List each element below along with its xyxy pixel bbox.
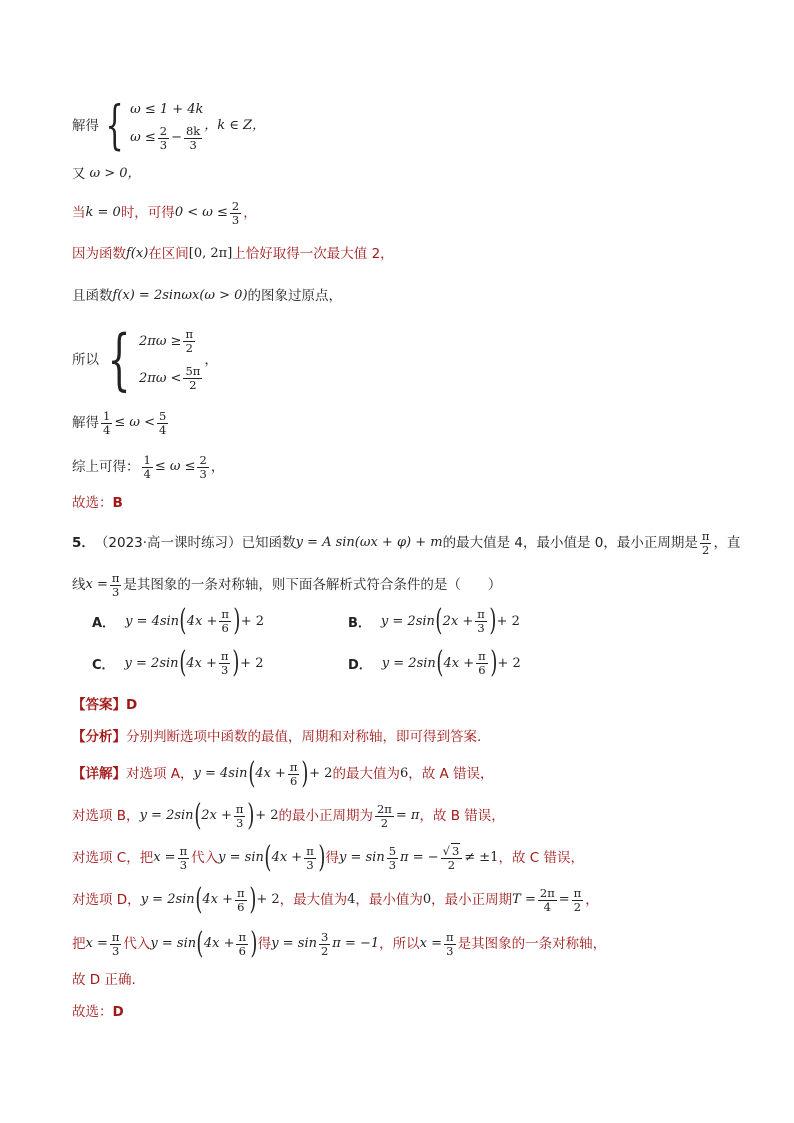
fraction: $\frac{3}{2}$ — [320, 929, 329, 958]
analysis-text: 分别判断选项中函数的最值，周期和对称轴，即可得到答案. — [126, 729, 482, 745]
choose-value: B — [112, 495, 123, 511]
option-b[interactable]: B． y = 2sin ( 2x + $\frac{\pi}{3}$ ) + 2 — [348, 603, 520, 638]
k-in-z: ，k ∈ Z， — [204, 118, 266, 133]
ineq-row-1: ω ≤ 1 + 4k — [130, 102, 204, 118]
k-zero-line: 当 k = 0 时，可得 0 < ω ≤ $\frac{2}{3}$ ， — [72, 198, 257, 227]
brace: { — [107, 321, 131, 398]
fraction: $\frac{2}{3}$ — [231, 198, 240, 227]
fraction: $\frac{2}{3}$ — [199, 452, 207, 481]
question-number: 5． — [72, 535, 95, 551]
fraction: $\frac{\pi}{3}$ — [179, 843, 188, 872]
ineq2-lhs: ω ≤ — [130, 130, 156, 146]
brace: { — [105, 96, 124, 156]
final-choose-line: 故选： D — [72, 1004, 124, 1020]
summary-line: 综上可得： $\frac{1}{4}$ ≤ ω ≤ $\frac{2}{3}$ ， — [72, 452, 225, 481]
fraction: $\frac{\pi}{3}$ — [111, 929, 120, 958]
fraction: $\frac{\pi}{6}$ — [237, 885, 245, 914]
fraction: $\frac{\pi}{6}$ — [221, 606, 229, 635]
fraction: $\frac{5\pi}{2}$ — [185, 364, 201, 392]
detail-e-line: 把 x = $\frac{\pi}{3}$ 代入 y = sin ( 4x + $\frac{\pi}{6}$ ) 得 y = sin $\frac{3}{2}$ π = −1 ，所以 x = $\frac{\pi}{3}$ 是其图象的一条对称轴， — [72, 926, 607, 961]
detail-f-line: 故 D 正确. — [72, 972, 136, 988]
choose-line: 故选： B — [72, 495, 123, 511]
option-a[interactable]: A． y = 4sin ( 4x + $\frac{\pi}{6}$ ) + 2 — [92, 603, 264, 638]
fraction: $\frac{\pi}{3}$ — [477, 606, 485, 635]
solve-system-line — [72, 96, 265, 156]
detail-b-line: 对选项 B， y = 2sin ( 2x + $\frac{\pi}{3}$ ) + 2 的最小正周期为 $\frac{2\pi}{2}$ = π ，故 B 错误， — [72, 798, 505, 833]
so-system-line: 所以 { 2πω ≥ $\frac{\pi}{2}$ 2πω < $\frac{5\pi}{2}$ ， — [72, 321, 218, 398]
question-line-2: 线 x = $\frac{\pi}{3}$ 是其图象的一条对称轴，则下面各解析式符合条件的是（ ） — [72, 570, 502, 599]
fraction: $\frac{\pi}{6}$ — [238, 929, 247, 958]
fraction: $\frac{1}{4}$ — [143, 452, 151, 481]
fraction: $\frac{2}{3}$ — [159, 123, 168, 152]
fraction: $\frac{2\pi}{2}$ — [376, 801, 392, 830]
fraction: $\frac{5}{4}$ — [158, 408, 167, 437]
fraction: $\frac{\pi}{3}$ — [446, 929, 454, 958]
solve-label: 解得 — [72, 118, 99, 134]
detail-a-line: 【详解】 对选项 A， y = 4sin ( 4x + $\frac{\pi}{6}$ ) + 2 的最大值为 6 ，故 A 错误， — [72, 756, 494, 791]
answer-value: D — [126, 697, 138, 713]
solve2-line: 解得 $\frac{1}{4}$ ≤ ω < $\frac{5}{4}$ — [72, 408, 167, 437]
option-c[interactable]: C． y = 2sin ( 4x + $\frac{\pi}{3}$ ) + 2 — [92, 645, 264, 680]
detail-label: 【详解】 — [72, 766, 126, 782]
option-d[interactable]: D． y = 2sin ( 4x + $\frac{\pi}{6}$ ) + 2 — [348, 645, 521, 680]
fraction: $\frac{√ 3}{2}$ — [441, 845, 463, 872]
omega-positive-line: 又 ω > 0， — [72, 166, 141, 182]
fraction: $\frac{2\pi}{4}$ — [539, 885, 555, 914]
fraction: $\frac{5}{3}$ — [388, 843, 397, 872]
detail-d-line: 对选项 D， y = 2sin ( 4x + $\frac{\pi}{6}$ ) + 2 ，最大值为 4 ，最小值为 0 ，最小正周期 T = $\frac{2\pi}{4}$ = $\frac{\pi}{2}$ ， — [72, 882, 599, 917]
because-line: 因为函数 f(x) 在区间 [0, 2π] 上恰好取得一次最大值 2， — [72, 246, 394, 262]
question-source: （2023·高一课时练习） — [94, 535, 242, 551]
analysis-line — [72, 727, 481, 747]
answer-line — [72, 695, 137, 715]
fraction: $\frac{8k}{3}$ — [185, 123, 201, 152]
final-choose-value: D — [112, 1004, 124, 1020]
system-rows: 2πω ≥ $\frac{\pi}{2}$ 2πω < $\frac{5\pi}{2}$ — [139, 327, 201, 392]
fraction: $\frac{\pi}{3}$ — [235, 801, 244, 830]
answer-label: 【答案】 — [72, 697, 126, 713]
analysis-label: 【分析】 — [72, 729, 126, 745]
fraction: $\frac{\pi}{2}$ — [701, 528, 710, 557]
fraction: $\frac{\pi}{3}$ — [111, 570, 120, 599]
fraction: $\frac{\pi}{2}$ — [185, 327, 194, 355]
fraction: $\frac{\pi}{6}$ — [289, 759, 298, 788]
system-rows — [130, 98, 204, 154]
fraction: $\frac{\pi}{3}$ — [220, 648, 229, 677]
detail-c-line: 对选项 C，把 x = $\frac{\pi}{3}$ 代入 y = sin ( 4x + $\frac{\pi}{3}$ ) 得 y = sin $\frac{5}{3}$ π = − $\frac{√ 3}{2}$ ≠ ±1 ，故 C 错误， — [72, 840, 584, 875]
ineq-row-2: ω ≤ $\frac{2}{3}$ − $\frac{8k}{3}$ — [130, 123, 201, 152]
fraction: $\frac{\pi}{3}$ — [306, 843, 314, 872]
fraction: $\frac{\pi}{6}$ — [478, 648, 486, 677]
fraction: $\frac{1}{4}$ — [103, 408, 111, 437]
fraction: $\frac{\pi}{2}$ — [573, 885, 582, 914]
origin-line: 且函数 f(x) = 2sinωx(ω > 0) 的图象过原点， — [72, 288, 343, 304]
question-line-1: 5． （2023·高一课时练习） 已知函数 y = A sin(ωx + φ) + m 的最大值是 4，最小值是 0，最小正周期是 $\frac{\pi}{2}$ ，直 — [72, 528, 741, 557]
